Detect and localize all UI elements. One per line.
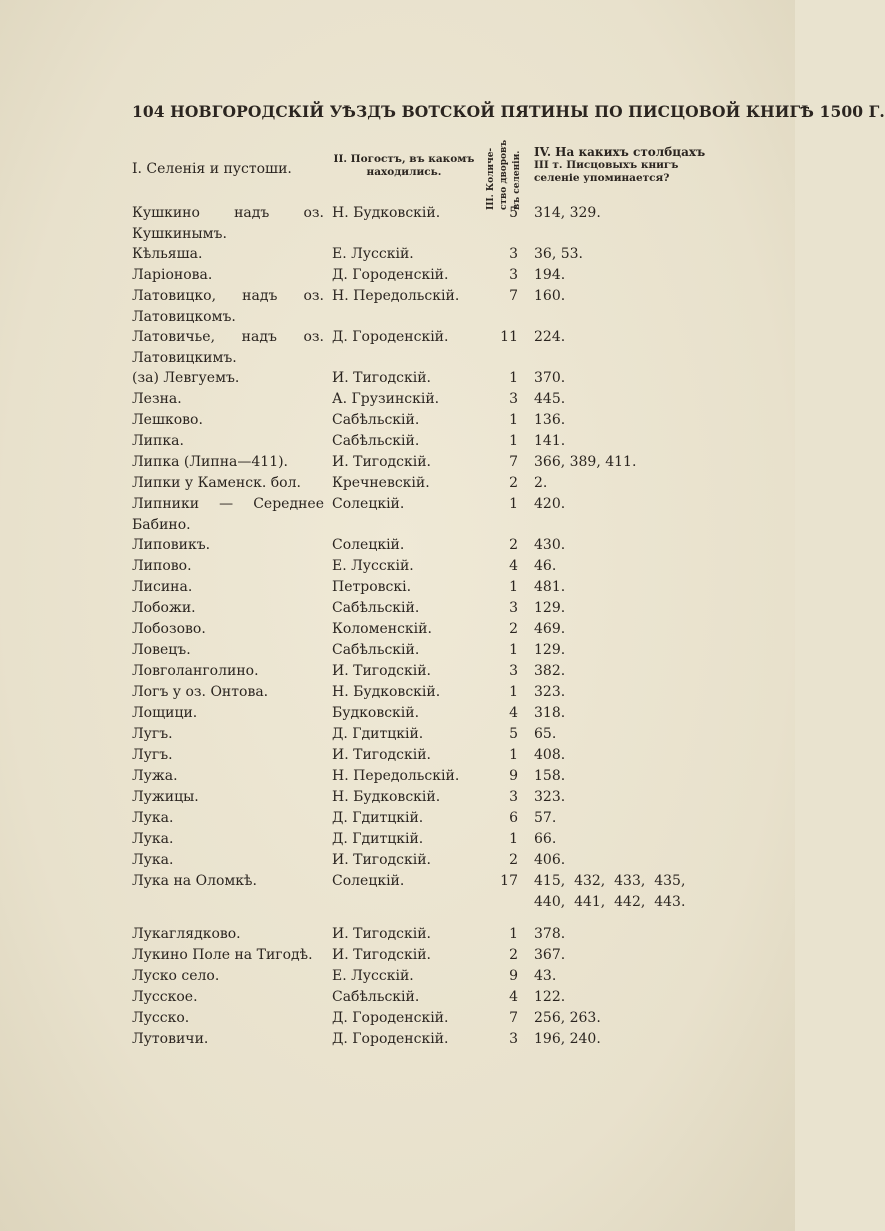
column-references: 43. [534, 968, 557, 985]
column-references: 2. [534, 475, 548, 491]
household-count: 4 [509, 989, 518, 1006]
page-header: 104 НОВГОРОДСКІЙ УѢЗДЪ ВОТСКОЙ ПЯТИНЫ ПО ПИСЦОВОЙ КНИГѢ 1500 Г. [132, 102, 885, 121]
pogost-name: Н. Будковскій. [332, 684, 441, 700]
household-count: 3 [509, 391, 518, 407]
pogost-name: Н. Передольскій. [332, 288, 460, 304]
settlement-name: Лисина. [132, 579, 193, 595]
settlement-name: Ларіонова. [132, 267, 213, 283]
column-references: 136. [534, 412, 566, 428]
household-count: 2 [509, 852, 518, 868]
household-count: 2 [509, 621, 518, 637]
household-count: 7 [509, 454, 518, 470]
column-header-columns-line-1: IV. На какихъ столбцахъ [534, 145, 706, 159]
pogost-name: Будковскій. [332, 705, 420, 721]
settlement-name: Лешково. [132, 412, 203, 428]
column-references: 141. [534, 433, 566, 449]
pogost-name: Петровскі. [332, 579, 412, 595]
settlement-name: Логъ у оз. Онтова. [132, 684, 269, 700]
household-count: 3 [509, 1031, 518, 1048]
household-count: 1 [509, 684, 518, 700]
settlement-name: Лезна. [132, 391, 182, 407]
pogost-name: Солецкій. [332, 537, 405, 553]
column-header-settlements: I. Селенія и пустоши. [132, 161, 292, 177]
column-references: 65. [534, 726, 557, 742]
pogost-name: Д. Городенскій. [332, 267, 449, 283]
settlement-name: Ловголанголино. [132, 663, 259, 679]
pogost-name: И. Тигодскій. [332, 663, 432, 679]
pogost-name: Д. Городенскій. [332, 1031, 449, 1048]
pogost-name: Е. Лусскій. [332, 246, 414, 262]
settlement-name: Лугъ. [132, 726, 173, 742]
column-references: 406. [534, 852, 566, 868]
column-references: 367. [534, 947, 566, 964]
settlement-name: Липка. [132, 433, 184, 449]
household-count: 3 [509, 663, 518, 679]
pogost-name: Сабѣльскій. [332, 433, 420, 449]
column-references: 314, 329. [534, 205, 601, 221]
column-header-columns-line-2: III т. Писцовыхъ книгъ [534, 159, 679, 171]
column-references: 46. [534, 558, 557, 574]
pogost-name: Д. Гдитцкій. [332, 831, 424, 847]
column-references: 194. [534, 267, 566, 283]
settlement-name: Ловецъ. [132, 642, 191, 658]
settlement-name: Липовикъ. [132, 537, 211, 553]
settlement-name: Кушкино надъ оз. Кушкинымъ. [132, 205, 324, 242]
column-references: 122. [534, 989, 566, 1006]
column-references: 408. [534, 747, 566, 763]
settlement-name: Лусское. [132, 989, 198, 1006]
column-references: 129. [534, 600, 566, 616]
column-header-households-line-3: въ селеніи. [512, 150, 522, 210]
household-count: 3 [509, 246, 518, 262]
pogost-name: Н. Передольскій. [332, 768, 460, 784]
household-count: 4 [509, 705, 518, 721]
column-references: 323. [534, 684, 566, 700]
settlement-name: Луско село. [132, 968, 220, 985]
column-header-households-line-2: ство дворовъ [499, 139, 509, 210]
pogost-name: Сабѣльскій. [332, 642, 420, 658]
settlement-name: Латовицко, надъ оз. Латовицкомъ. [132, 288, 324, 325]
household-count: 6 [509, 810, 518, 826]
household-count: 4 [509, 558, 518, 574]
household-count: 7 [509, 288, 518, 304]
column-references: 224. [534, 329, 566, 345]
column-references: 323. [534, 789, 566, 805]
column-references: 160. [534, 288, 566, 304]
column-references: 36, 53. [534, 246, 583, 262]
column-header-columns-line-3: селеніе упоминается? [534, 172, 670, 184]
household-count: 3 [509, 600, 518, 616]
settlement-name: Лусско. [132, 1010, 190, 1027]
household-count: 2 [509, 537, 518, 553]
pogost-name: Сабѣльскій. [332, 412, 420, 428]
pogost-name: И. Тигодскій. [332, 926, 432, 943]
pogost-name: Д. Городенскій. [332, 329, 449, 345]
column-header-households-line-1: III. Количе- [486, 147, 496, 210]
pogost-name: Е. Лусскій. [332, 968, 414, 985]
settlement-name: (за) Левгуемъ. [132, 370, 240, 386]
household-count: 7 [509, 1010, 518, 1027]
column-references: 481. [534, 579, 566, 595]
pogost-name: И. Тигодскій. [332, 370, 432, 386]
settlement-name: Кѣльяша. [132, 246, 203, 262]
pogost-name: И. Тигодскій. [332, 852, 432, 868]
household-count: 2 [509, 475, 518, 491]
household-count: 1 [509, 370, 518, 386]
household-count: 17 [500, 873, 518, 889]
household-count: 1 [509, 433, 518, 449]
column-references: 430. [534, 537, 566, 553]
column-references: 256, 263. [534, 1010, 601, 1027]
pogost-name: А. Грузинскій. [332, 391, 440, 407]
settlement-name: Лукаглядково. [132, 926, 241, 943]
column-references: 370. [534, 370, 566, 386]
household-count: 1 [509, 579, 518, 595]
pogost-name: Коломенскій. [332, 621, 432, 637]
household-count: 11 [500, 329, 518, 345]
settlement-name: Лука на Оломкѣ. [132, 873, 257, 889]
household-count: 3 [509, 267, 518, 283]
household-count: 3 [509, 789, 518, 805]
pogost-name: Д. Гдитцкій. [332, 810, 424, 826]
column-references: 318. [534, 705, 566, 721]
settlement-name: Липники — Середнее Бабино. [132, 496, 324, 533]
column-references: 66. [534, 831, 557, 847]
settlement-name: Лугъ. [132, 747, 173, 763]
pogost-name: Е. Лусскій. [332, 558, 414, 574]
pogost-name: Солецкій. [332, 873, 405, 889]
pogost-name: Сабѣльскій. [332, 989, 420, 1006]
household-count: 5 [509, 205, 518, 221]
household-count: 1 [509, 496, 518, 512]
settlement-name: Лобожи. [132, 600, 196, 616]
household-count: 1 [509, 926, 518, 943]
pogost-name: Н. Будковскій. [332, 789, 441, 805]
settlement-name: Лука. [132, 810, 174, 826]
household-count: 1 [509, 412, 518, 428]
settlement-name: Лука. [132, 852, 174, 868]
column-references: 366, 389, 411. [534, 454, 637, 470]
column-references: 382. [534, 663, 566, 679]
pogost-name: И. Тигодскій. [332, 747, 432, 763]
column-references: 420. [534, 496, 566, 512]
pogost-name: И. Тигодскій. [332, 947, 432, 964]
pogost-name: Н. Будковскій. [332, 205, 441, 221]
household-count: 1 [509, 831, 518, 847]
settlement-name: Липка (Липна—411). [132, 454, 289, 470]
household-count: 9 [509, 968, 518, 985]
column-references: 57. [534, 810, 557, 826]
settlement-name: Липово. [132, 558, 192, 574]
pogost-name: Солецкій. [332, 496, 405, 512]
settlement-name: Липки у Каменск. бол. [132, 475, 301, 491]
household-count: 1 [509, 642, 518, 658]
settlement-name: Лобозово. [132, 621, 206, 637]
column-references: 415, 432, 433, 435, 440, 441, 442, 443. [534, 873, 686, 910]
pogost-name: Кречневскій. [332, 475, 430, 491]
column-references: 196, 240. [534, 1031, 601, 1048]
column-references: 158. [534, 768, 566, 784]
column-header-columns [534, 146, 714, 185]
pogost-name: И. Тигодскій. [332, 454, 432, 470]
pogost-name: Сабѣльскій. [332, 600, 420, 616]
settlement-name: Лужа. [132, 768, 178, 784]
column-references: 445. [534, 391, 566, 407]
column-references: 469. [534, 621, 566, 637]
settlement-name: Лукино Поле на Тигодѣ. [132, 947, 313, 964]
pogost-name: Д. Гдитцкій. [332, 726, 424, 742]
household-count: 5 [509, 726, 518, 742]
settlement-name: Лутовичи. [132, 1031, 209, 1048]
column-header-households [484, 136, 532, 210]
settlement-name: Латовичье, надъ оз. Латовицкимъ. [132, 329, 324, 366]
settlement-name: Лука. [132, 831, 174, 847]
household-count: 1 [509, 747, 518, 763]
settlement-name: Лощици. [132, 705, 198, 721]
household-count: 9 [509, 768, 518, 784]
household-count: 2 [509, 947, 518, 964]
settlement-name: Лужицы. [132, 789, 199, 805]
column-references: 378. [534, 926, 566, 943]
column-header-pogost: II. Погостъ, въ какомъ находились. [333, 153, 475, 178]
pogost-name: Д. Городенскій. [332, 1010, 449, 1027]
column-references: 129. [534, 642, 566, 658]
